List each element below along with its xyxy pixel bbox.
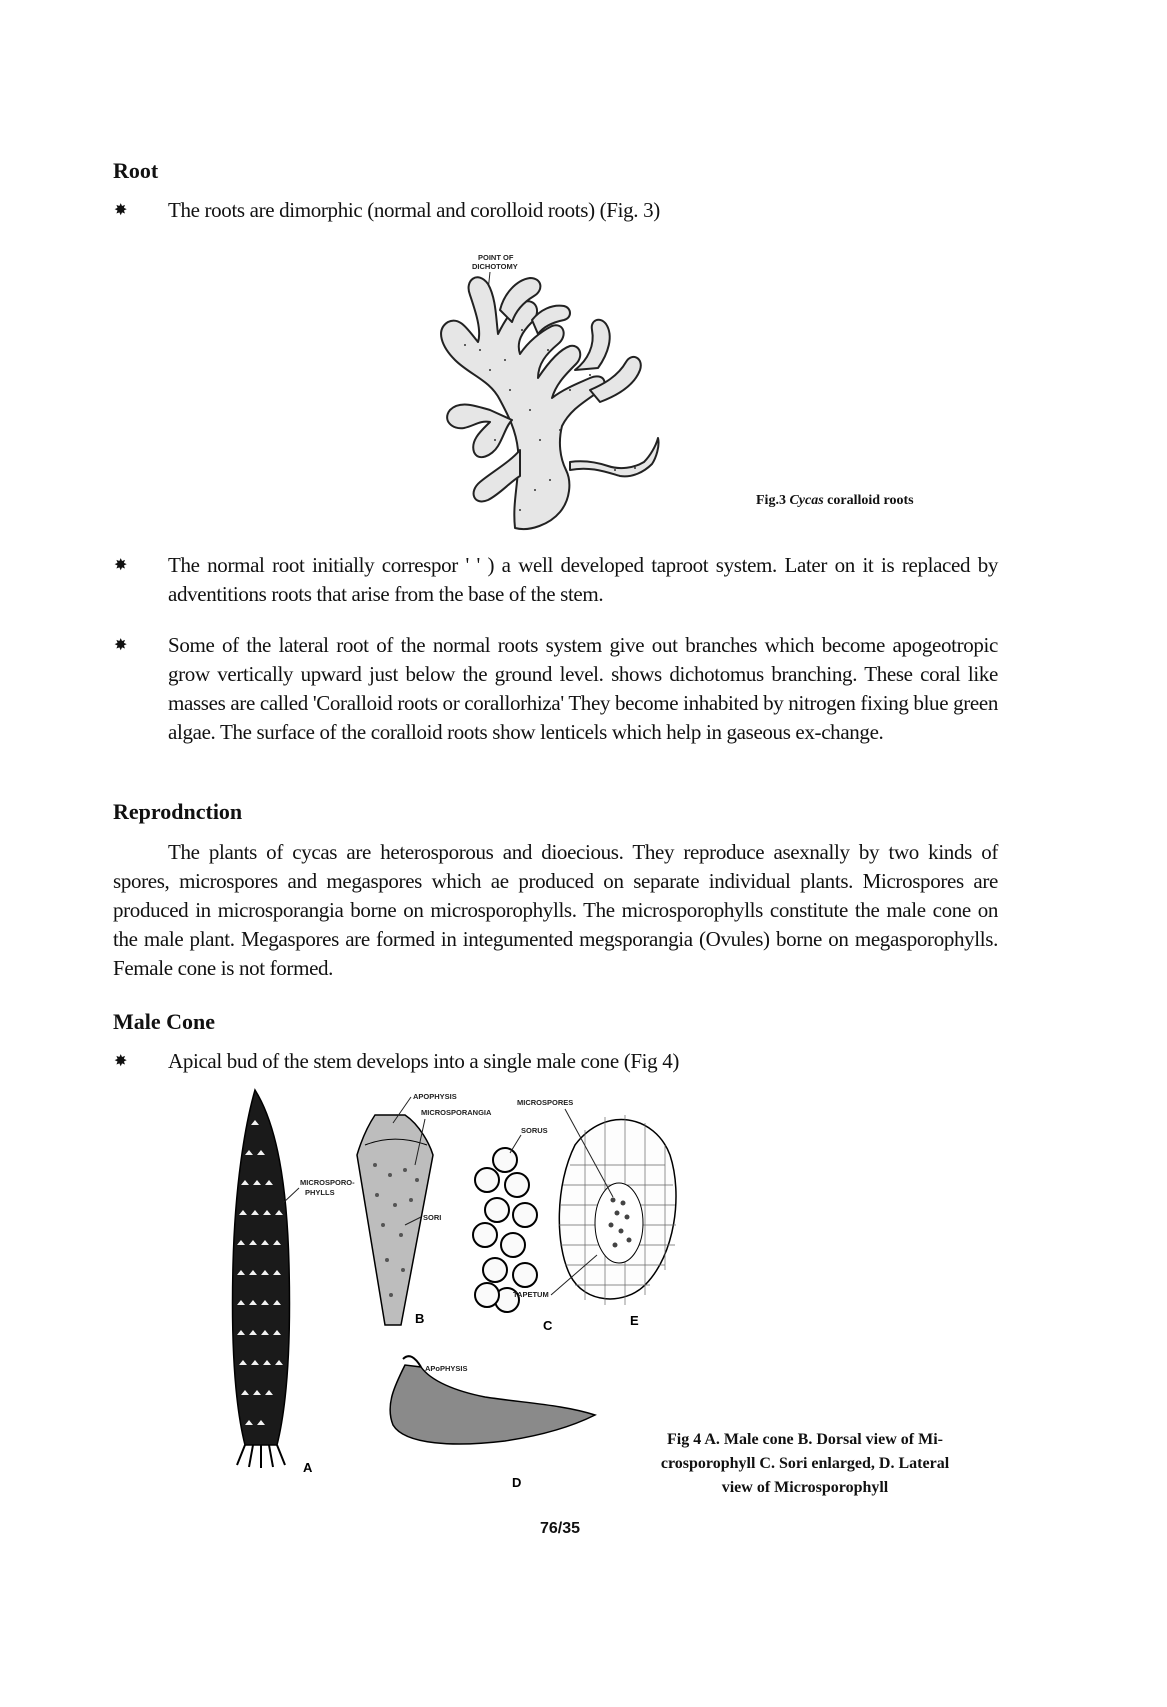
label-microsporophylls: MICROSPORO- [300,1178,355,1187]
letter-b: B [415,1311,425,1326]
bullet-marker: ✸ [114,637,128,654]
root-bullet-2: The normal root initially correspor ' ' ) a well developed taproot system. Later on it is replaced by adventitions roots that arise from the base of the stem. [168,553,998,606]
figure-3-caption-italic: Cycas [789,493,824,508]
heading-reproduction: Reprodnction [113,799,243,824]
label-sorus: SORUS [521,1126,548,1135]
male-cone-bullet-1: Apical bud of the stem develops into a single male cone (Fig 4) [168,1049,679,1073]
letter-c: C [543,1318,553,1333]
letter-e: E [630,1313,639,1328]
root-bullet-3: Some of the lateral root of the normal roots system give out branches which become apogeotropic grow vertically upward just below the ground level. shows dichotomus branching. These coral like masses are called 'Coralloid roots or corallorhiza' They become inhabited by nitrogen fixing blue green algae. The surface of the coralloid roots show lenticels which help in gaseous ex-change. [168,633,998,744]
letter-a: A [303,1460,313,1475]
figure-3-caption [756,493,914,509]
label-apophysis-b: APOPHYSIS [413,1092,457,1101]
page-number: 76/35 [540,1520,581,1537]
coralloid-roots-figure [420,250,700,535]
label-microspores: MICROSPORES [517,1098,574,1107]
bullet-marker: ✸ [114,1053,128,1070]
figure-3-caption-prefix: Fig.3 [756,493,786,508]
reproduction-paragraph: The plants of cycas are heterosporous and dioecious. They reproduce asexnally by two kinds of spores, microspores and megaspores which ae produced on separate individual plants. Microspores are produced in microsporangia borne on microsporophylls. The microsporophylls constitute the male cone on the male plant. Megaspores are formed in integumented megsporangia (Ovules) borne on megasporophylls. Female cone is not formed. [113,840,998,980]
sori-enlarged-drawing [473,1148,537,1312]
point-of-dichotomy-label: POINT OF [478,253,514,262]
bullet-marker: ✸ [114,202,128,219]
point-of-dichotomy-label-2: DICHOTOMY [472,262,518,271]
figure-3-caption-suffix: coralloid roots [827,493,914,508]
letter-d: D [512,1475,522,1490]
microsporophyll-lateral-drawing [390,1356,595,1490]
heading-male-cone: Male Cone [113,1009,216,1034]
male-cone-drawing [233,1090,356,1475]
label-microsporangia: MICROSPORANGIA [421,1108,492,1117]
figure-4-caption: Fig 4 A. Male cone B. Dorsal view of Mi-crosporophyll C. Sori enlarged, D. Lateral view of Microsporophyll [660,1431,950,1496]
root-bullet-1: The roots are dimorphic (normal and corolloid roots) (Fig. 3) [168,198,660,222]
heading-root: Root [113,158,159,183]
label-apophysis-d: APoPHYSIS [425,1364,468,1373]
label-tapetum: TAPETUM [513,1290,549,1299]
label-microsporophylls-2: PHYLLS [305,1188,335,1197]
bullet-marker: ✸ [114,557,128,574]
label-sori: SORI [423,1213,442,1222]
microsporophyll-dorsal-drawing [357,1092,492,1326]
